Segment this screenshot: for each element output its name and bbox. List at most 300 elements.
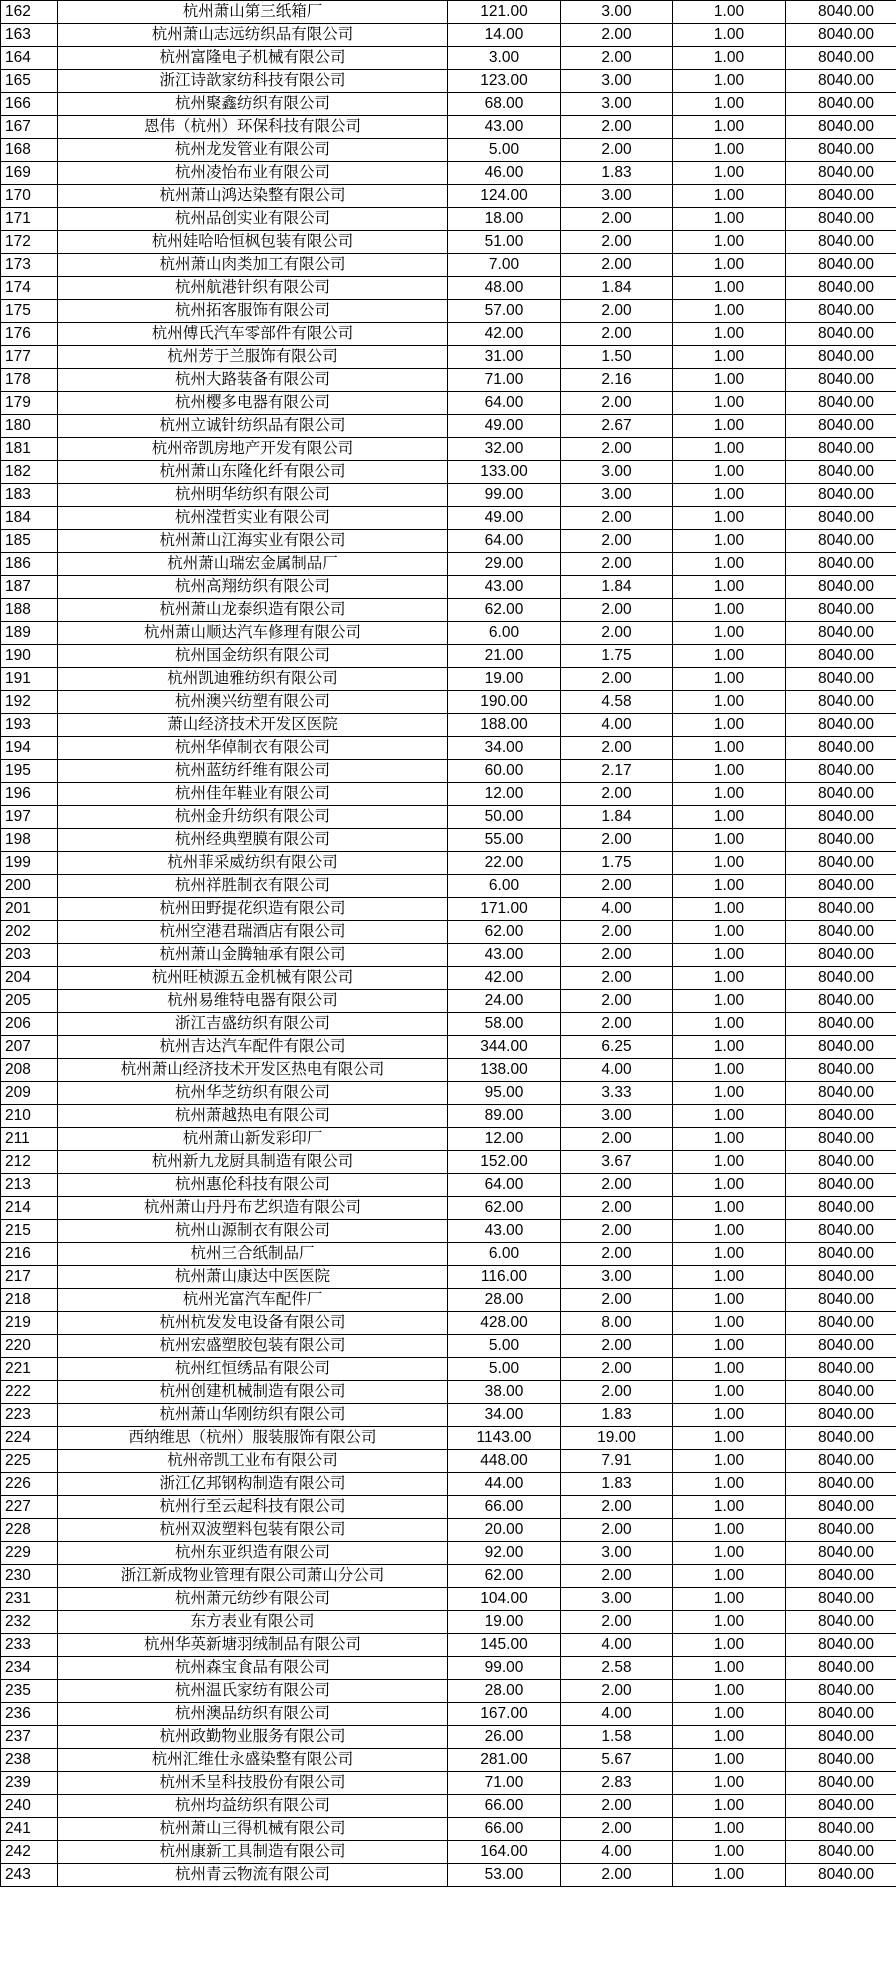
- cell-value-c: 1.00: [673, 1243, 786, 1266]
- cell-value-b: 2.00: [561, 139, 673, 162]
- cell-value-c: 1.00: [673, 507, 786, 530]
- cell-company: 杭州高翔纺织有限公司: [58, 576, 448, 599]
- cell-value-b: 2.00: [561, 622, 673, 645]
- cell-number: 174: [1, 277, 58, 300]
- cell-company: 萧山经济技术开发区医院: [58, 714, 448, 737]
- cell-number: 239: [1, 1772, 58, 1795]
- table-row: [1, 231, 896, 254]
- cell-value-b: 2.00: [561, 1565, 673, 1588]
- cell-value-b: 2.00: [561, 1611, 673, 1634]
- table-row: [1, 484, 896, 507]
- cell-company: 杭州汇维仕永盛染整有限公司: [58, 1749, 448, 1772]
- table-row: [1, 300, 896, 323]
- cell-value-b: 2.00: [561, 438, 673, 461]
- table-row: [1, 461, 896, 484]
- cell-value-a: 6.00: [448, 1243, 561, 1266]
- cell-value-a: 20.00: [448, 1519, 561, 1542]
- cell-company: 杭州凌怡布业有限公司: [58, 162, 448, 185]
- cell-value-a: 104.00: [448, 1588, 561, 1611]
- table-row: [1, 1772, 896, 1795]
- cell-amount: 8040.00: [786, 622, 896, 645]
- cell-number: 219: [1, 1312, 58, 1335]
- cell-value-c: 1.00: [673, 1726, 786, 1749]
- cell-amount: 8040.00: [786, 1795, 896, 1818]
- table-row: [1, 622, 896, 645]
- table-row: [1, 806, 896, 829]
- cell-value-c: 1.00: [673, 1519, 786, 1542]
- cell-value-c: 1.00: [673, 254, 786, 277]
- cell-value-a: 48.00: [448, 277, 561, 300]
- cell-company: 杭州萧越热电有限公司: [58, 1105, 448, 1128]
- cell-number: 222: [1, 1381, 58, 1404]
- cell-company: 杭州温氏家纺有限公司: [58, 1680, 448, 1703]
- cell-amount: 8040.00: [786, 1358, 896, 1381]
- cell-value-b: 2.00: [561, 1818, 673, 1841]
- cell-amount: 8040.00: [786, 1082, 896, 1105]
- cell-value-c: 1.00: [673, 1, 786, 24]
- cell-value-b: 2.67: [561, 415, 673, 438]
- cell-company: 杭州旺桢源五金机械有限公司: [58, 967, 448, 990]
- cell-amount: 8040.00: [786, 438, 896, 461]
- cell-value-c: 1.00: [673, 369, 786, 392]
- cell-value-c: 1.00: [673, 714, 786, 737]
- table-row: [1, 1496, 896, 1519]
- table-row: [1, 1036, 896, 1059]
- table-row: [1, 1657, 896, 1680]
- cell-number: 187: [1, 576, 58, 599]
- cell-value-b: 3.00: [561, 1, 673, 24]
- cell-value-a: 3.00: [448, 47, 561, 70]
- cell-amount: 8040.00: [786, 392, 896, 415]
- cell-number: 227: [1, 1496, 58, 1519]
- cell-amount: 8040.00: [786, 783, 896, 806]
- cell-company: 杭州品创实业有限公司: [58, 208, 448, 231]
- cell-company: 杭州金升纺织有限公司: [58, 806, 448, 829]
- table-row: [1, 599, 896, 622]
- cell-value-a: 49.00: [448, 507, 561, 530]
- cell-value-b: 2.00: [561, 1289, 673, 1312]
- table-row: [1, 553, 896, 576]
- cell-value-a: 49.00: [448, 415, 561, 438]
- cell-number: 238: [1, 1749, 58, 1772]
- cell-value-c: 1.00: [673, 116, 786, 139]
- cell-company: 杭州山源制衣有限公司: [58, 1220, 448, 1243]
- cell-value-b: 2.00: [561, 1795, 673, 1818]
- cell-value-c: 1.00: [673, 1634, 786, 1657]
- cell-company: 杭州光富汽车配件厂: [58, 1289, 448, 1312]
- cell-number: 163: [1, 24, 58, 47]
- cell-amount: 8040.00: [786, 1289, 896, 1312]
- cell-number: 182: [1, 461, 58, 484]
- cell-amount: 8040.00: [786, 254, 896, 277]
- table-row: [1, 70, 896, 93]
- cell-company: 杭州樱多电器有限公司: [58, 392, 448, 415]
- cell-amount: 8040.00: [786, 530, 896, 553]
- cell-value-a: 53.00: [448, 1864, 561, 1887]
- cell-amount: 8040.00: [786, 162, 896, 185]
- cell-number: 232: [1, 1611, 58, 1634]
- table-row: [1, 530, 896, 553]
- cell-value-b: 2.00: [561, 1243, 673, 1266]
- cell-value-c: 1.00: [673, 1749, 786, 1772]
- cell-amount: 8040.00: [786, 1772, 896, 1795]
- cell-value-a: 58.00: [448, 1013, 561, 1036]
- cell-number: 202: [1, 921, 58, 944]
- cell-value-a: 133.00: [448, 461, 561, 484]
- cell-amount: 8040.00: [786, 1059, 896, 1082]
- cell-amount: 8040.00: [786, 1174, 896, 1197]
- cell-value-b: 2.00: [561, 1197, 673, 1220]
- cell-value-b: 2.00: [561, 737, 673, 760]
- table-row: [1, 576, 896, 599]
- cell-amount: 8040.00: [786, 714, 896, 737]
- cell-company: 杭州国金纺织有限公司: [58, 645, 448, 668]
- cell-value-b: 2.00: [561, 668, 673, 691]
- cell-value-a: 44.00: [448, 1473, 561, 1496]
- cell-number: 173: [1, 254, 58, 277]
- cell-value-c: 1.00: [673, 806, 786, 829]
- cell-value-b: 4.00: [561, 1703, 673, 1726]
- cell-amount: 8040.00: [786, 1749, 896, 1772]
- cell-value-b: 5.67: [561, 1749, 673, 1772]
- table-row: [1, 47, 896, 70]
- table-row: [1, 254, 896, 277]
- cell-company: 杭州萧山金腾轴承有限公司: [58, 944, 448, 967]
- cell-value-a: 28.00: [448, 1680, 561, 1703]
- cell-value-b: 2.00: [561, 323, 673, 346]
- table-row: [1, 1864, 896, 1887]
- table-row: [1, 990, 896, 1013]
- table-row: [1, 323, 896, 346]
- cell-value-c: 1.00: [673, 783, 786, 806]
- table-row: [1, 737, 896, 760]
- cell-value-a: 428.00: [448, 1312, 561, 1335]
- cell-number: 226: [1, 1473, 58, 1496]
- cell-value-c: 1.00: [673, 1082, 786, 1105]
- cell-value-b: 1.50: [561, 346, 673, 369]
- cell-value-b: 2.83: [561, 1772, 673, 1795]
- table-row: [1, 1105, 896, 1128]
- cell-value-a: 43.00: [448, 576, 561, 599]
- cell-number: 183: [1, 484, 58, 507]
- cell-amount: 8040.00: [786, 1611, 896, 1634]
- table-row: [1, 1174, 896, 1197]
- cell-value-c: 1.00: [673, 1404, 786, 1427]
- cell-number: 199: [1, 852, 58, 875]
- cell-company: 杭州立诚针纺织品有限公司: [58, 415, 448, 438]
- table-row: [1, 1082, 896, 1105]
- cell-value-c: 1.00: [673, 392, 786, 415]
- cell-number: 204: [1, 967, 58, 990]
- cell-amount: 8040.00: [786, 1680, 896, 1703]
- cell-value-c: 1.00: [673, 875, 786, 898]
- cell-value-b: 3.00: [561, 1105, 673, 1128]
- cell-value-a: 51.00: [448, 231, 561, 254]
- cell-number: 184: [1, 507, 58, 530]
- table-row: [1, 1749, 896, 1772]
- cell-value-a: 95.00: [448, 1082, 561, 1105]
- cell-amount: 8040.00: [786, 415, 896, 438]
- table-row: [1, 346, 896, 369]
- cell-value-c: 1.00: [673, 323, 786, 346]
- cell-company: 杭州大路装备有限公司: [58, 369, 448, 392]
- cell-value-b: 4.00: [561, 898, 673, 921]
- cell-amount: 8040.00: [786, 806, 896, 829]
- cell-number: 169: [1, 162, 58, 185]
- cell-value-a: 26.00: [448, 1726, 561, 1749]
- cell-value-c: 1.00: [673, 461, 786, 484]
- cell-value-c: 1.00: [673, 829, 786, 852]
- cell-amount: 8040.00: [786, 1864, 896, 1887]
- cell-amount: 8040.00: [786, 944, 896, 967]
- cell-company: 杭州萧山鸿达染整有限公司: [58, 185, 448, 208]
- cell-value-c: 1.00: [673, 553, 786, 576]
- cell-amount: 8040.00: [786, 576, 896, 599]
- table-row: [1, 277, 896, 300]
- cell-value-a: 5.00: [448, 1358, 561, 1381]
- cell-company: 杭州澳兴纺塑有限公司: [58, 691, 448, 714]
- cell-amount: 8040.00: [786, 24, 896, 47]
- cell-value-c: 1.00: [673, 1864, 786, 1887]
- table-row: [1, 1381, 896, 1404]
- cell-value-c: 1.00: [673, 1128, 786, 1151]
- cell-company: 杭州双波塑料包装有限公司: [58, 1519, 448, 1542]
- cell-value-c: 1.00: [673, 1289, 786, 1312]
- cell-value-a: 43.00: [448, 1220, 561, 1243]
- cell-value-a: 43.00: [448, 944, 561, 967]
- cell-value-c: 1.00: [673, 1450, 786, 1473]
- cell-value-b: 2.00: [561, 921, 673, 944]
- cell-amount: 8040.00: [786, 346, 896, 369]
- cell-value-b: 2.00: [561, 1013, 673, 1036]
- table-row: [1, 1542, 896, 1565]
- cell-value-a: 121.00: [448, 1, 561, 24]
- cell-value-c: 1.00: [673, 1151, 786, 1174]
- cell-value-a: 6.00: [448, 622, 561, 645]
- cell-value-c: 1.00: [673, 1335, 786, 1358]
- cell-amount: 8040.00: [786, 737, 896, 760]
- cell-number: 170: [1, 185, 58, 208]
- cell-company: 杭州政勤物业服务有限公司: [58, 1726, 448, 1749]
- table-row: [1, 1335, 896, 1358]
- cell-number: 234: [1, 1657, 58, 1680]
- cell-amount: 8040.00: [786, 484, 896, 507]
- cell-number: 229: [1, 1542, 58, 1565]
- cell-amount: 8040.00: [786, 553, 896, 576]
- cell-amount: 8040.00: [786, 1335, 896, 1358]
- cell-value-a: 152.00: [448, 1151, 561, 1174]
- cell-value-a: 64.00: [448, 530, 561, 553]
- cell-value-c: 1.00: [673, 1496, 786, 1519]
- cell-value-a: 6.00: [448, 875, 561, 898]
- table-row: [1, 645, 896, 668]
- cell-number: 208: [1, 1059, 58, 1082]
- cell-company: 杭州杭发发电设备有限公司: [58, 1312, 448, 1335]
- cell-amount: 8040.00: [786, 1450, 896, 1473]
- cell-number: 217: [1, 1266, 58, 1289]
- cell-value-b: 8.00: [561, 1312, 673, 1335]
- cell-number: 200: [1, 875, 58, 898]
- cell-value-a: 66.00: [448, 1818, 561, 1841]
- cell-number: 162: [1, 1, 58, 24]
- cell-value-a: 344.00: [448, 1036, 561, 1059]
- cell-number: 237: [1, 1726, 58, 1749]
- cell-value-c: 1.00: [673, 530, 786, 553]
- cell-amount: 8040.00: [786, 1381, 896, 1404]
- cell-value-c: 1.00: [673, 231, 786, 254]
- cell-value-a: 57.00: [448, 300, 561, 323]
- cell-company: 杭州惠伦科技有限公司: [58, 1174, 448, 1197]
- cell-value-b: 2.00: [561, 1680, 673, 1703]
- cell-company: 杭州佳年鞋业有限公司: [58, 783, 448, 806]
- cell-amount: 8040.00: [786, 898, 896, 921]
- table-row: [1, 1266, 896, 1289]
- cell-amount: 8040.00: [786, 1519, 896, 1542]
- cell-value-b: 3.00: [561, 70, 673, 93]
- cell-value-b: 2.00: [561, 300, 673, 323]
- table-row: [1, 1634, 896, 1657]
- cell-value-b: 4.00: [561, 1059, 673, 1082]
- cell-value-c: 1.00: [673, 898, 786, 921]
- cell-value-a: 66.00: [448, 1795, 561, 1818]
- cell-value-b: 2.00: [561, 599, 673, 622]
- table-row: [1, 1, 896, 24]
- cell-amount: 8040.00: [786, 829, 896, 852]
- cell-company: 恩伟（杭州）环保科技有限公司: [58, 116, 448, 139]
- cell-value-c: 1.00: [673, 93, 786, 116]
- cell-amount: 8040.00: [786, 599, 896, 622]
- cell-value-c: 1.00: [673, 760, 786, 783]
- table-row: [1, 829, 896, 852]
- cell-number: 228: [1, 1519, 58, 1542]
- cell-value-c: 1.00: [673, 1703, 786, 1726]
- cell-number: 164: [1, 47, 58, 70]
- cell-number: 213: [1, 1174, 58, 1197]
- cell-company: 杭州禾呈科技股份有限公司: [58, 1772, 448, 1795]
- cell-company: 杭州明华纺织有限公司: [58, 484, 448, 507]
- cell-value-a: 71.00: [448, 369, 561, 392]
- cell-company: 杭州芳于兰服饰有限公司: [58, 346, 448, 369]
- cell-value-b: 2.00: [561, 392, 673, 415]
- cell-value-a: 55.00: [448, 829, 561, 852]
- cell-value-c: 1.00: [673, 139, 786, 162]
- cell-value-b: 6.25: [561, 1036, 673, 1059]
- cell-number: 206: [1, 1013, 58, 1036]
- cell-value-b: 2.00: [561, 507, 673, 530]
- cell-value-c: 1.00: [673, 1841, 786, 1864]
- cell-number: 195: [1, 760, 58, 783]
- table-row: [1, 93, 896, 116]
- cell-company: 杭州田野提花织造有限公司: [58, 898, 448, 921]
- cell-amount: 8040.00: [786, 875, 896, 898]
- cell-value-b: 3.67: [561, 1151, 673, 1174]
- cell-number: 167: [1, 116, 58, 139]
- cell-value-c: 1.00: [673, 737, 786, 760]
- cell-company: 杭州红恒绣品有限公司: [58, 1358, 448, 1381]
- table-row: [1, 1404, 896, 1427]
- table-row: [1, 898, 896, 921]
- cell-value-b: 1.84: [561, 277, 673, 300]
- cell-amount: 8040.00: [786, 852, 896, 875]
- table-row: [1, 668, 896, 691]
- cell-value-c: 1.00: [673, 1059, 786, 1082]
- cell-value-b: 2.00: [561, 1128, 673, 1151]
- cell-amount: 8040.00: [786, 1726, 896, 1749]
- cell-value-b: 2.00: [561, 829, 673, 852]
- cell-amount: 8040.00: [786, 461, 896, 484]
- cell-company: 杭州萧山瑞宏金属制品厂: [58, 553, 448, 576]
- cell-value-b: 1.75: [561, 645, 673, 668]
- cell-company: 杭州萧山江海实业有限公司: [58, 530, 448, 553]
- cell-value-b: 1.83: [561, 1473, 673, 1496]
- cell-value-b: 2.00: [561, 553, 673, 576]
- cell-value-b: 2.00: [561, 116, 673, 139]
- cell-company: 杭州萧山丹丹布艺织造有限公司: [58, 1197, 448, 1220]
- cell-value-c: 1.00: [673, 1174, 786, 1197]
- cell-number: 235: [1, 1680, 58, 1703]
- cell-amount: 8040.00: [786, 1841, 896, 1864]
- cell-value-c: 1.00: [673, 277, 786, 300]
- cell-value-c: 1.00: [673, 1565, 786, 1588]
- table-row: [1, 1611, 896, 1634]
- cell-value-b: 2.00: [561, 990, 673, 1013]
- cell-company: 东方表业有限公司: [58, 1611, 448, 1634]
- cell-value-c: 1.00: [673, 1427, 786, 1450]
- table-row: [1, 1818, 896, 1841]
- cell-value-b: 2.00: [561, 1174, 673, 1197]
- cell-company: 杭州凯迪雅纺织有限公司: [58, 668, 448, 691]
- cell-value-c: 1.00: [673, 967, 786, 990]
- cell-company: 杭州聚鑫纺织有限公司: [58, 93, 448, 116]
- cell-number: 191: [1, 668, 58, 691]
- cell-value-a: 190.00: [448, 691, 561, 714]
- cell-company: 杭州华英新塘羽绒制品有限公司: [58, 1634, 448, 1657]
- cell-company: 浙江亿邦钢构制造有限公司: [58, 1473, 448, 1496]
- cell-value-a: 50.00: [448, 806, 561, 829]
- cell-amount: 8040.00: [786, 1542, 896, 1565]
- cell-company: 杭州拓客服饰有限公司: [58, 300, 448, 323]
- cell-value-c: 1.00: [673, 1013, 786, 1036]
- table-row: [1, 139, 896, 162]
- cell-value-b: 2.00: [561, 944, 673, 967]
- cell-amount: 8040.00: [786, 1818, 896, 1841]
- cell-company: 杭州萧山经济技术开发区热电有限公司: [58, 1059, 448, 1082]
- cell-number: 180: [1, 415, 58, 438]
- cell-value-b: 2.00: [561, 231, 673, 254]
- cell-value-b: 3.00: [561, 484, 673, 507]
- cell-amount: 8040.00: [786, 1036, 896, 1059]
- table-row: [1, 1151, 896, 1174]
- cell-number: 210: [1, 1105, 58, 1128]
- cell-amount: 8040.00: [786, 1657, 896, 1680]
- cell-value-a: 92.00: [448, 1542, 561, 1565]
- cell-amount: 8040.00: [786, 760, 896, 783]
- cell-value-a: 5.00: [448, 139, 561, 162]
- cell-company: 西纳维思（杭州）服装服饰有限公司: [58, 1427, 448, 1450]
- table-row: [1, 783, 896, 806]
- table-row: [1, 875, 896, 898]
- cell-value-a: 18.00: [448, 208, 561, 231]
- cell-value-b: 3.00: [561, 1542, 673, 1565]
- cell-company: 杭州帝凯房地产开发有限公司: [58, 438, 448, 461]
- cell-company: 杭州萧山新发彩印厂: [58, 1128, 448, 1151]
- cell-value-c: 1.00: [673, 70, 786, 93]
- table-row: [1, 1358, 896, 1381]
- cell-number: 198: [1, 829, 58, 852]
- cell-value-b: 3.00: [561, 93, 673, 116]
- cell-company: 杭州富隆电子机械有限公司: [58, 47, 448, 70]
- cell-company: 杭州蓝纺纤维有限公司: [58, 760, 448, 783]
